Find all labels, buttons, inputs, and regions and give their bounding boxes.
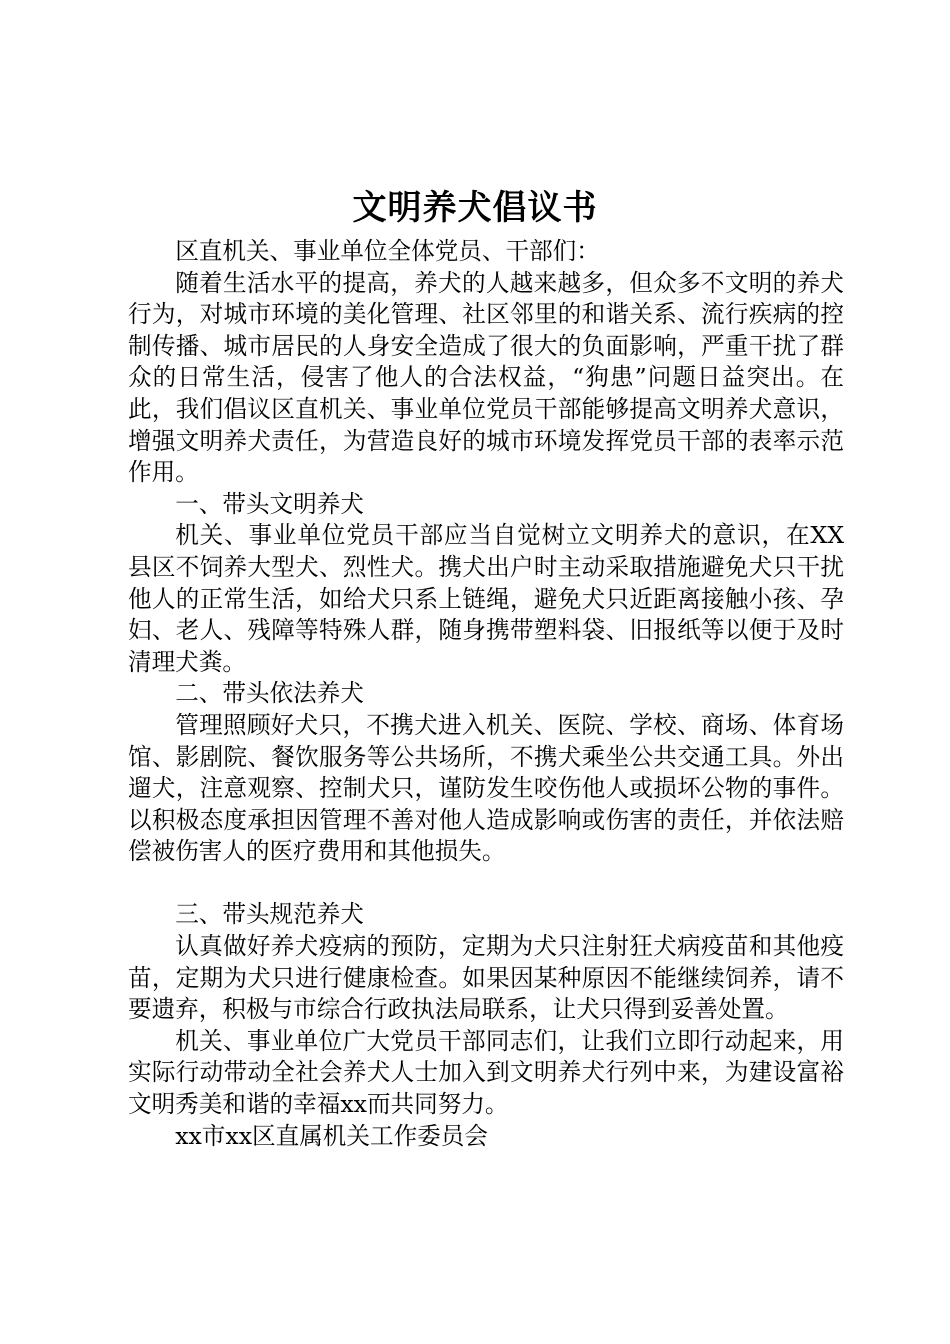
intro-paragraph: 随着生活水平的提高，养犬的人越来越多，但众多不文明的养犬行为，对城市环境的美化管理、社区邻里的和谐关系、流行疾病的控制传播、城市居民的人身安全造成了很大的负面影响，严重干扰了群众的日常生活，侵害了他人的合法权益，“狗患”问题日益突出。在此，我们倡议区直机关、事业单位党员干部能够提高文明养犬意识，增强文明养犬责任，为营造良好的城市环境发挥党员干部的表率示范作用。 bbox=[128, 268, 844, 487]
section2-paragraph: 管理照顾好犬只，不携犬进入机关、医院、学校、商场、体育场馆、影剧院、餐饮服务等公共场所，不携犬乘坐公共交通工具。外出遛犬，注意观察、控制犬只，谨防发生咬伤他人或损坏公物的事件。以积极态度承担因管理不善对他人造成影响或伤害的责任，并依法赔偿被伤害人的医疗费用和其他损失。 bbox=[128, 710, 844, 866]
salutation: 区直机关、事业单位全体党员、干部们： bbox=[175, 237, 600, 265]
closing-paragraph: 机关、事业单位广大党员干部同志们，让我们立即行动起来，用实际行动带动全社会养犬人士加入到文明养犬行列中来，为建设富裕文明秀美和谐的幸福xx而共同努力。 bbox=[128, 1026, 844, 1119]
section1-paragraph: 机关、事业单位党员干部应当自觉树立文明养犬的意识，在XX县区不饲养大型犬、烈性犬。携犬出户时主动采取措施避免犬只干扰他人的正常生活，如给犬只系上链绳，避免犬只近距离接触小孩、孕妇、老人、残障等特殊人群，随身携带塑料袋、旧报纸等以便于及时清理犬粪。 bbox=[128, 521, 844, 676]
section1-heading: 一、带头文明养犬 bbox=[175, 489, 364, 518]
signature: xx市xx区直属机关工作委员会 bbox=[175, 1121, 488, 1150]
section3-heading: 三、带头规范养犬 bbox=[175, 900, 364, 929]
paragraph-spacer bbox=[128, 868, 844, 900]
document-body bbox=[128, 236, 844, 1152]
document-title: 文明养犬倡议书 bbox=[352, 188, 598, 228]
section3-paragraph: 认真做好养犬疫病的预防，定期为犬只注射狂犬病疫苗和其他疫苗，定期为犬只进行健康检查。如果因某种原因不能继续饲养，请不要遗弃，积极与市综合行政执法局联系，让犬只得到妥善处置。 bbox=[128, 932, 844, 1024]
section2-heading: 二、带头依法养犬 bbox=[175, 679, 364, 708]
